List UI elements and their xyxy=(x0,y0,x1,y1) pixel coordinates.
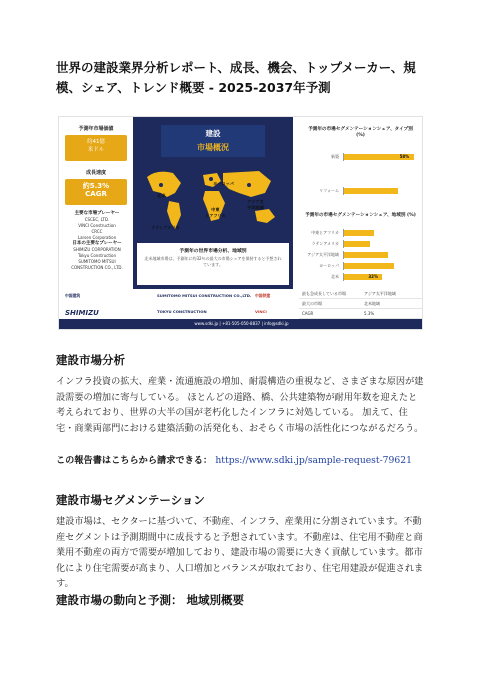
bar-category-label: アジア太平洋地域 xyxy=(307,252,339,257)
bar-row xyxy=(299,273,419,281)
japan-players-header: 日本の主要なプレーヤー xyxy=(72,241,122,246)
bar-track xyxy=(343,229,413,237)
key-players xyxy=(63,211,131,271)
bar xyxy=(344,252,388,258)
banner-title: 建設 xyxy=(205,129,221,138)
map-caption-description: 北米地域市場は、予測年に約32％の最大の市場シェアを保持すると予想されています。 xyxy=(144,256,282,267)
section-body-analysis: インフラ投資の拡大、産業・流通施設の増加、耐震構造の重視など、さまざまな原因が建設需要の増加に寄与している。 ほとんどの道路、橋、公共建築物が耐用年数を迎えたと考えられており、世界の大半の国が老朽化したインフラに対処している。 加えて、住宅・商業両部門における建築活動の活発化も、おそらく市場の活性化につながるだろう。 xyxy=(56,376,424,434)
logo-tokyu: TOKYU CONSTRUCTION xyxy=(157,309,207,314)
bar xyxy=(344,230,374,236)
map-panel xyxy=(133,117,293,289)
logo-strip xyxy=(59,289,299,321)
growth-unit: CAGR xyxy=(85,190,107,198)
bar-category-label: ラテンアメリカ xyxy=(311,241,339,246)
map-caption xyxy=(137,243,289,285)
section-heading-segmentation: 建設市場セグメンテーション xyxy=(56,493,205,507)
key-player: CSCEC, LTD. xyxy=(84,217,110,222)
market-value-label: 予測年市場価値 xyxy=(78,126,114,132)
logo-sumitomo-mitsui: SUMITOMO MITSUI CONSTRUCTION CO.,LTD. xyxy=(157,293,252,298)
japan-player: SUMITOMO MITSUI xyxy=(78,259,116,264)
bar xyxy=(344,241,370,247)
key-players-header: 主要な市場プレーヤー xyxy=(74,211,120,216)
market-value-box: 約41億 米ドル xyxy=(65,135,127,161)
bar-category-label: リフォーム xyxy=(319,188,339,193)
bar-category-label: 新築 xyxy=(331,154,339,159)
map-caption-title: 予測年の世界市場分析、地域別 xyxy=(179,249,247,254)
logo-shimizu: SHIMIZU xyxy=(65,309,99,317)
japan-player: Tokyu Construction xyxy=(77,253,117,258)
region-chart-title: 予測年の市場セグメンテーションシェア、地域別 (%) xyxy=(305,213,416,218)
page-title: 世界の建設業界分析レポート、成長、機会、トップメーカー、規模、シェア、トレンド概要 - 2025-2037年予測 xyxy=(56,60,416,95)
request-link[interactable]: https://www.sdki.jp/sample-request-79621 xyxy=(215,455,412,466)
bar-row xyxy=(299,240,419,248)
type-chart-title: 予測年の市場セグメンテーションシェア、タイプ別 (%) xyxy=(308,127,413,138)
bar-row xyxy=(299,187,419,195)
banner-subtitle: 市場概況 xyxy=(197,143,229,152)
table-cell: 5.3% xyxy=(364,311,375,316)
bar xyxy=(344,188,398,194)
bar-row xyxy=(299,229,419,237)
bar-value-label: 32% xyxy=(368,274,378,279)
request-label: この報告書はこちらから請求できる： xyxy=(56,455,213,466)
table-cell: 最も急成長している市場 xyxy=(302,290,346,296)
growth-label: 成長速度 xyxy=(85,170,106,176)
bar-row xyxy=(299,153,419,161)
map-label-europe: ヨーロッパ xyxy=(213,181,234,186)
bar-track xyxy=(343,251,413,259)
bar-category-label: ヨーロッパ xyxy=(319,263,339,268)
key-player: CRCC xyxy=(91,229,103,234)
banner xyxy=(161,125,265,157)
key-player: Larsen Corporation xyxy=(77,235,117,240)
bar-row xyxy=(299,251,419,259)
bar-row xyxy=(299,262,419,270)
logo-crcc: 中国铁建 xyxy=(255,293,271,298)
table-row xyxy=(299,299,423,309)
table-row xyxy=(299,309,423,319)
map-label-north-america: 北米 xyxy=(157,193,166,198)
table-cell: アジア太平洋地域 xyxy=(364,290,396,296)
bar-value-label: 58% xyxy=(399,154,410,159)
bar-track xyxy=(343,273,413,281)
bar-track xyxy=(343,153,413,161)
logo-cscec: 中国建筑 xyxy=(65,293,81,298)
section-heading-analysis: 建設市場分析 xyxy=(56,353,125,367)
infographic-footer: www.sdki.jp | +81-505-050-8837 | info@sdki.jp xyxy=(59,319,423,329)
map-label-latin-america: ラテンアメリカ xyxy=(151,225,180,230)
table-row xyxy=(299,289,423,299)
bar xyxy=(344,263,394,269)
bar-track xyxy=(343,240,413,248)
summary-table xyxy=(299,289,423,319)
segmentation-panel xyxy=(293,117,423,289)
japan-player: SHIMIZU CORPORATION xyxy=(73,247,121,252)
table-cell: CAGR xyxy=(302,311,314,316)
bar-category-label: 中東とアフリカ xyxy=(311,230,339,235)
table-cell: 北米地域 xyxy=(364,300,380,306)
japan-player: CONSTRUCTION CO., LTD. xyxy=(71,265,123,270)
infographic xyxy=(58,116,423,330)
section-heading-regional: 建設市場の動向と予測： 地域別概要 xyxy=(56,593,245,607)
growth-box xyxy=(65,179,127,205)
growth-value: 約5.3% xyxy=(82,182,110,190)
infographic-left-panel xyxy=(59,117,133,289)
key-player: VINCI Construction xyxy=(78,223,116,228)
logo-vinci: VINCI xyxy=(255,309,267,314)
map-label-middle-east-africa: 中東 とアフリカ xyxy=(205,207,226,218)
bar-track xyxy=(343,187,413,195)
section-body-segmentation: 建設市場は、セクターに基づいて、不動産、インフラ、産業用に分割されています。不動産セグメントは予測期間中に成長すると予想されています。不動産は、住宅用不動産と商業用不動産の両方で需要が増加しており、建設市場の需要に大きく貢献しています。都市化により住宅需要が高まり、人口増加とバランスが取れており、住宅用建設が促進されます。 xyxy=(56,516,424,590)
bar-category-label: 北米 xyxy=(331,274,339,279)
request-line xyxy=(56,452,412,466)
table-cell: 最大の市場 xyxy=(302,300,322,306)
map-label-asia-pacific: アジア太 平洋地域 xyxy=(247,199,264,210)
bar-track xyxy=(343,262,413,270)
